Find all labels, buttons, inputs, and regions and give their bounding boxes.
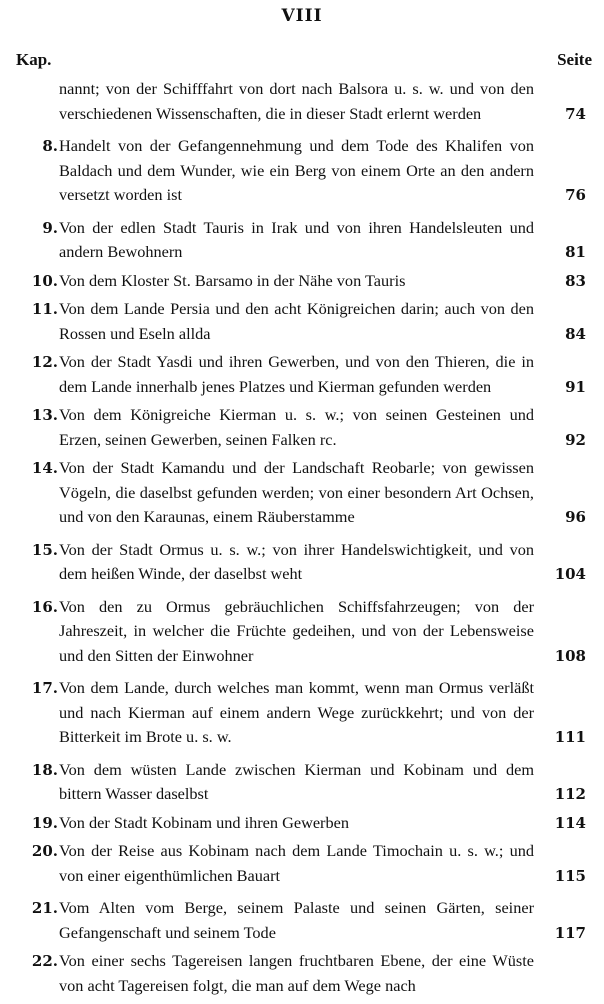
toc-entry-14 — [0, 456, 604, 530]
chapter-number: 12. — [31, 353, 58, 371]
chapter-title: Von der Stadt Yasdi und ihren Gewerben, und von den Thieren, die in dem Lande innerhalb jenes Platzes und Kierman gefunden werden — [59, 352, 534, 396]
toc-entry-17 — [0, 676, 604, 750]
chapter-page — [526, 974, 586, 999]
chapter-number: 19. — [31, 813, 58, 832]
chapter-title: Von dem Lande Persia und den acht Königreichen darin; auch von den Rossen und Eseln allda — [59, 299, 534, 343]
toc-header — [16, 50, 592, 74]
chapter-page: 96 — [565, 508, 586, 526]
chapter-page: 84 — [565, 324, 586, 343]
chapter-title: Von dem wüsten Lande zwischen Kierman und Kobinam und dem bittern Wasser daselbst — [59, 759, 534, 803]
chapter-number: 20. — [31, 842, 58, 860]
chapter-page: 76 — [565, 186, 586, 204]
chapter-number: 17. — [31, 679, 58, 697]
chapter-number: 9. — [42, 218, 58, 237]
toc-entry-22 — [0, 949, 604, 998]
chapter-title: Von der Stadt Kobinam und ihren Gewerben — [59, 812, 349, 832]
chapter-page: 104 — [554, 565, 586, 583]
toc-entry-19 — [0, 811, 604, 836]
chapter-number: 14. — [31, 459, 58, 477]
chapter-page: 91 — [565, 377, 586, 396]
chapter-title: Von der Stadt Ormus u. s. w.; von ihrer Handelswichtigkeit, und von dem heißen Winde, der daselbst weht — [59, 539, 534, 583]
chapter-number: 15. — [31, 540, 58, 559]
chapter-title: Von dem Lande, durch welches man kommt, wenn man Ormus verläßt und nach Kierman auf einem andern Wege zurückkehrt; und von der Bitterkeit im Brote u. s. w. — [59, 678, 534, 746]
chapter-title: Handelt von der Gefangennehmung und dem Tode des Khalifen von Baldach und dem Wunder, wie ein Berg von einem Orte an den andern versetzt worden ist — [59, 136, 534, 204]
chapter-title: Von dem Kloster St. Barsamo in der Nähe von Tauris — [59, 270, 406, 290]
toc-entry-13 — [0, 403, 604, 452]
table-of-contents — [0, 77, 604, 998]
toc-entry-12 — [0, 350, 604, 399]
toc-entry-18 — [0, 758, 604, 807]
chapter-title: Von der edlen Stadt Tauris in Irak und von ihren Handelsleuten und andern Bewohnern — [59, 217, 534, 261]
chapter-page: 111 — [554, 728, 586, 746]
toc-entry-15 — [0, 538, 604, 587]
page-column-label: Seite — [557, 50, 592, 69]
chapter-number: 22. — [31, 952, 58, 970]
chapter-page: 112 — [554, 785, 586, 803]
chapter-title: Von den zu Ormus gebräuchlichen Schiffsfahrzeugen; von der Jahreszeit, in welcher die Früchte gedeihen, und von der Lebensweise und den Sitten der Einwohner — [59, 596, 534, 665]
toc-entry-9 — [0, 216, 604, 265]
toc-entry-21 — [0, 896, 604, 945]
chapter-number: 16. — [31, 597, 58, 616]
chapter-page: 83 — [565, 271, 586, 290]
chapter-page: 81 — [565, 243, 586, 261]
toc-entry-16 — [0, 595, 604, 669]
toc-entry-10 — [0, 269, 604, 294]
toc-entry-20 — [0, 839, 604, 888]
chapter-title: Von der Stadt Kamandu und der Landschaft Reobarle; von gewissen Vögeln, die daselbst gefunden werden; von einer besondern Art Ochsen, und von den Karaunas, einem Räuberstamme — [59, 458, 534, 526]
chapter-number: 11. — [31, 300, 58, 318]
chapter-page: 115 — [554, 866, 586, 885]
toc-entry-11 — [0, 297, 604, 346]
chapter-title: nannt; von der Schifffahrt von dort nach Balsora u. s. w. und von den verschiedenen Wissenschaften, die in dieser Stadt erlernt werden — [59, 79, 534, 123]
chapter-number: 21. — [31, 899, 58, 917]
chapter-column-label: Kap. — [16, 50, 52, 69]
chapter-number: 8. — [42, 137, 58, 155]
page-number: VIII — [281, 6, 323, 26]
chapter-page: 114 — [554, 813, 586, 832]
chapter-page: 117 — [554, 923, 586, 942]
chapter-number: 13. — [31, 406, 58, 424]
chapter-page: 108 — [554, 646, 586, 665]
chapter-title: Von der Reise aus Kobinam nach dem Lande Timochain u. s. w.; und von einer eigenthümlichen Bauart — [59, 841, 534, 885]
toc-entry-continued — [0, 77, 604, 126]
chapter-title: Vom Alten vom Berge, seinem Palaste und seinen Gärten, seiner Gefangenschaft und seinem Tode — [59, 898, 534, 942]
chapter-page: 74 — [565, 104, 586, 123]
chapter-title: Von einer sechs Tagereisen langen fruchtbaren Ebene, der eine Wüste von acht Tagereisen folgt, die man auf dem Wege nach — [59, 951, 534, 995]
chapter-title: Von dem Königreiche Kierman u. s. w.; von seinen Gesteinen und Erzen, seinen Gewerben, seinen Falken rc. — [59, 405, 534, 449]
toc-entry-8 — [0, 134, 604, 208]
chapter-page: 92 — [565, 430, 586, 449]
chapter-number: 18. — [31, 760, 58, 779]
chapter-number: 10. — [31, 271, 58, 290]
